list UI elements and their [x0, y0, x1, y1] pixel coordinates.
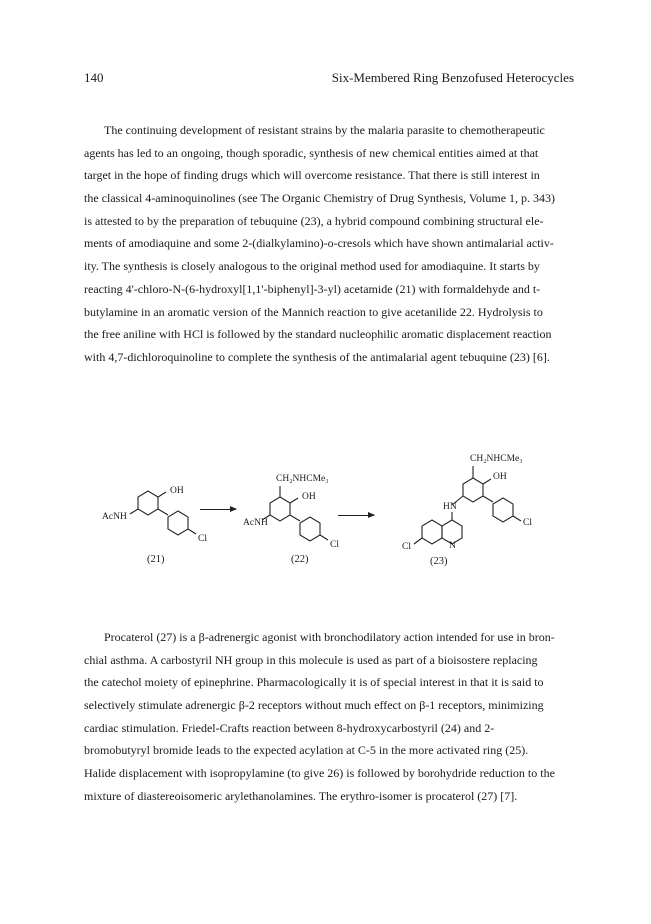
text-line: target in the hope of finding drugs which will overcome resistance. That there is still interest in — [84, 168, 540, 183]
compound-number-23: (23) — [430, 556, 448, 567]
reaction-arrow — [338, 515, 374, 516]
cl-label: Cl — [330, 540, 339, 550]
text-line: reacting 4'-chloro-N-(6-hydroxyl[1,1'-biphenyl]-3-yl) acetamide (21) with formaldehyde and t- — [84, 281, 541, 296]
oh-label: OH — [493, 472, 507, 482]
compound-number-22: (22) — [291, 554, 309, 565]
text-line: Procaterol (27) is a β-adrenergic agonist with bronchodilatory action intended for use in bron- — [104, 630, 555, 644]
text-line: chial asthma. A carbostyril NH group in this molecule is used as part of a bioisostere replacing — [84, 652, 538, 667]
text-line: with 4,7-dichloroquinoline to complete the synthesis of the antimalarial agent tebuquine (23) [6]. — [84, 349, 550, 364]
oh-label: OH — [302, 492, 316, 502]
cl-label: Cl — [198, 534, 207, 544]
paragraph-tebuquine — [84, 119, 574, 369]
ring-nitrogen-label: N — [449, 541, 456, 551]
paragraph-procaterol — [84, 626, 574, 808]
text-line: The continuing development of resistant strains by the malaria parasite to chemotherapeutic — [104, 123, 545, 137]
oh-label: OH — [170, 486, 184, 496]
page-header — [84, 70, 574, 90]
text-line: the classical 4-aminoquinolines (see The Organic Chemistry of Drug Synthesis, Volume 1, p. 343) — [84, 191, 556, 206]
running-title: Six-Membered Ring Benzofused Heterocycles — [331, 70, 574, 85]
compound-number-21: (21) — [147, 554, 165, 565]
text-line: selectively stimulate adrenergic β-2 receptors without much effect on β-1 receptors, minimizing — [84, 698, 544, 713]
substituent-label: CH₂NHCMe₃ — [276, 474, 329, 484]
cl-label: Cl — [402, 542, 411, 552]
acnh-label: AcNH — [102, 512, 127, 522]
hn-label: HN — [443, 502, 457, 512]
substituent-label: CH₂NHCMe₃ — [470, 454, 523, 464]
text-line: butylamine in an aromatic version of the Mannich reaction to give acetanilide 22. Hydrolysis to — [84, 304, 543, 319]
text-line: the catechol moiety of epinephrine. Pharmacologically it is of special interest in that it is said to — [84, 675, 544, 690]
structure-22 — [262, 486, 328, 541]
text-line: Halide displacement with isopropylamine (to give 26) is followed by borohydride reduction to the — [84, 766, 555, 781]
acnh-label: AcNH — [243, 518, 268, 528]
text-line: ity. The synthesis is closely analogous to the original method used for amodiaquine. It starts by — [84, 259, 540, 274]
structure-21 — [130, 491, 196, 535]
text-line: mixture of diastereoisomeric arylethanolamines. The erythro-isomer is procaterol (27) [7]. — [84, 788, 518, 803]
reaction-arrow — [200, 509, 236, 510]
page-number: 140 — [84, 70, 104, 85]
text-line: ments of amodiaquine and some 2-(dialkylamino)-o-cresols which have shown antimalarial activ- — [84, 236, 554, 251]
cl-label: Cl — [523, 518, 532, 528]
text-line: bromobutyryl bromide leads to the expected acylation at C-5 in the more activated ring (25). — [84, 743, 529, 758]
reaction-scheme — [90, 450, 570, 585]
text-line: agents has led to an ongoing, though sporadic, synthesis of new chemical entities aimed at that — [84, 145, 539, 160]
text-line: the free aniline with HCl is followed by the standard nucleophilic aromatic displacement reaction — [84, 327, 552, 342]
text-line: is attested to by the preparation of tebuquine (23), a hybrid compound combining structural ele- — [84, 213, 544, 228]
text-line: cardiac stimulation. Friedel-Crafts reaction between 8-hydroxycarbostyril (24) and 2- — [84, 720, 495, 735]
